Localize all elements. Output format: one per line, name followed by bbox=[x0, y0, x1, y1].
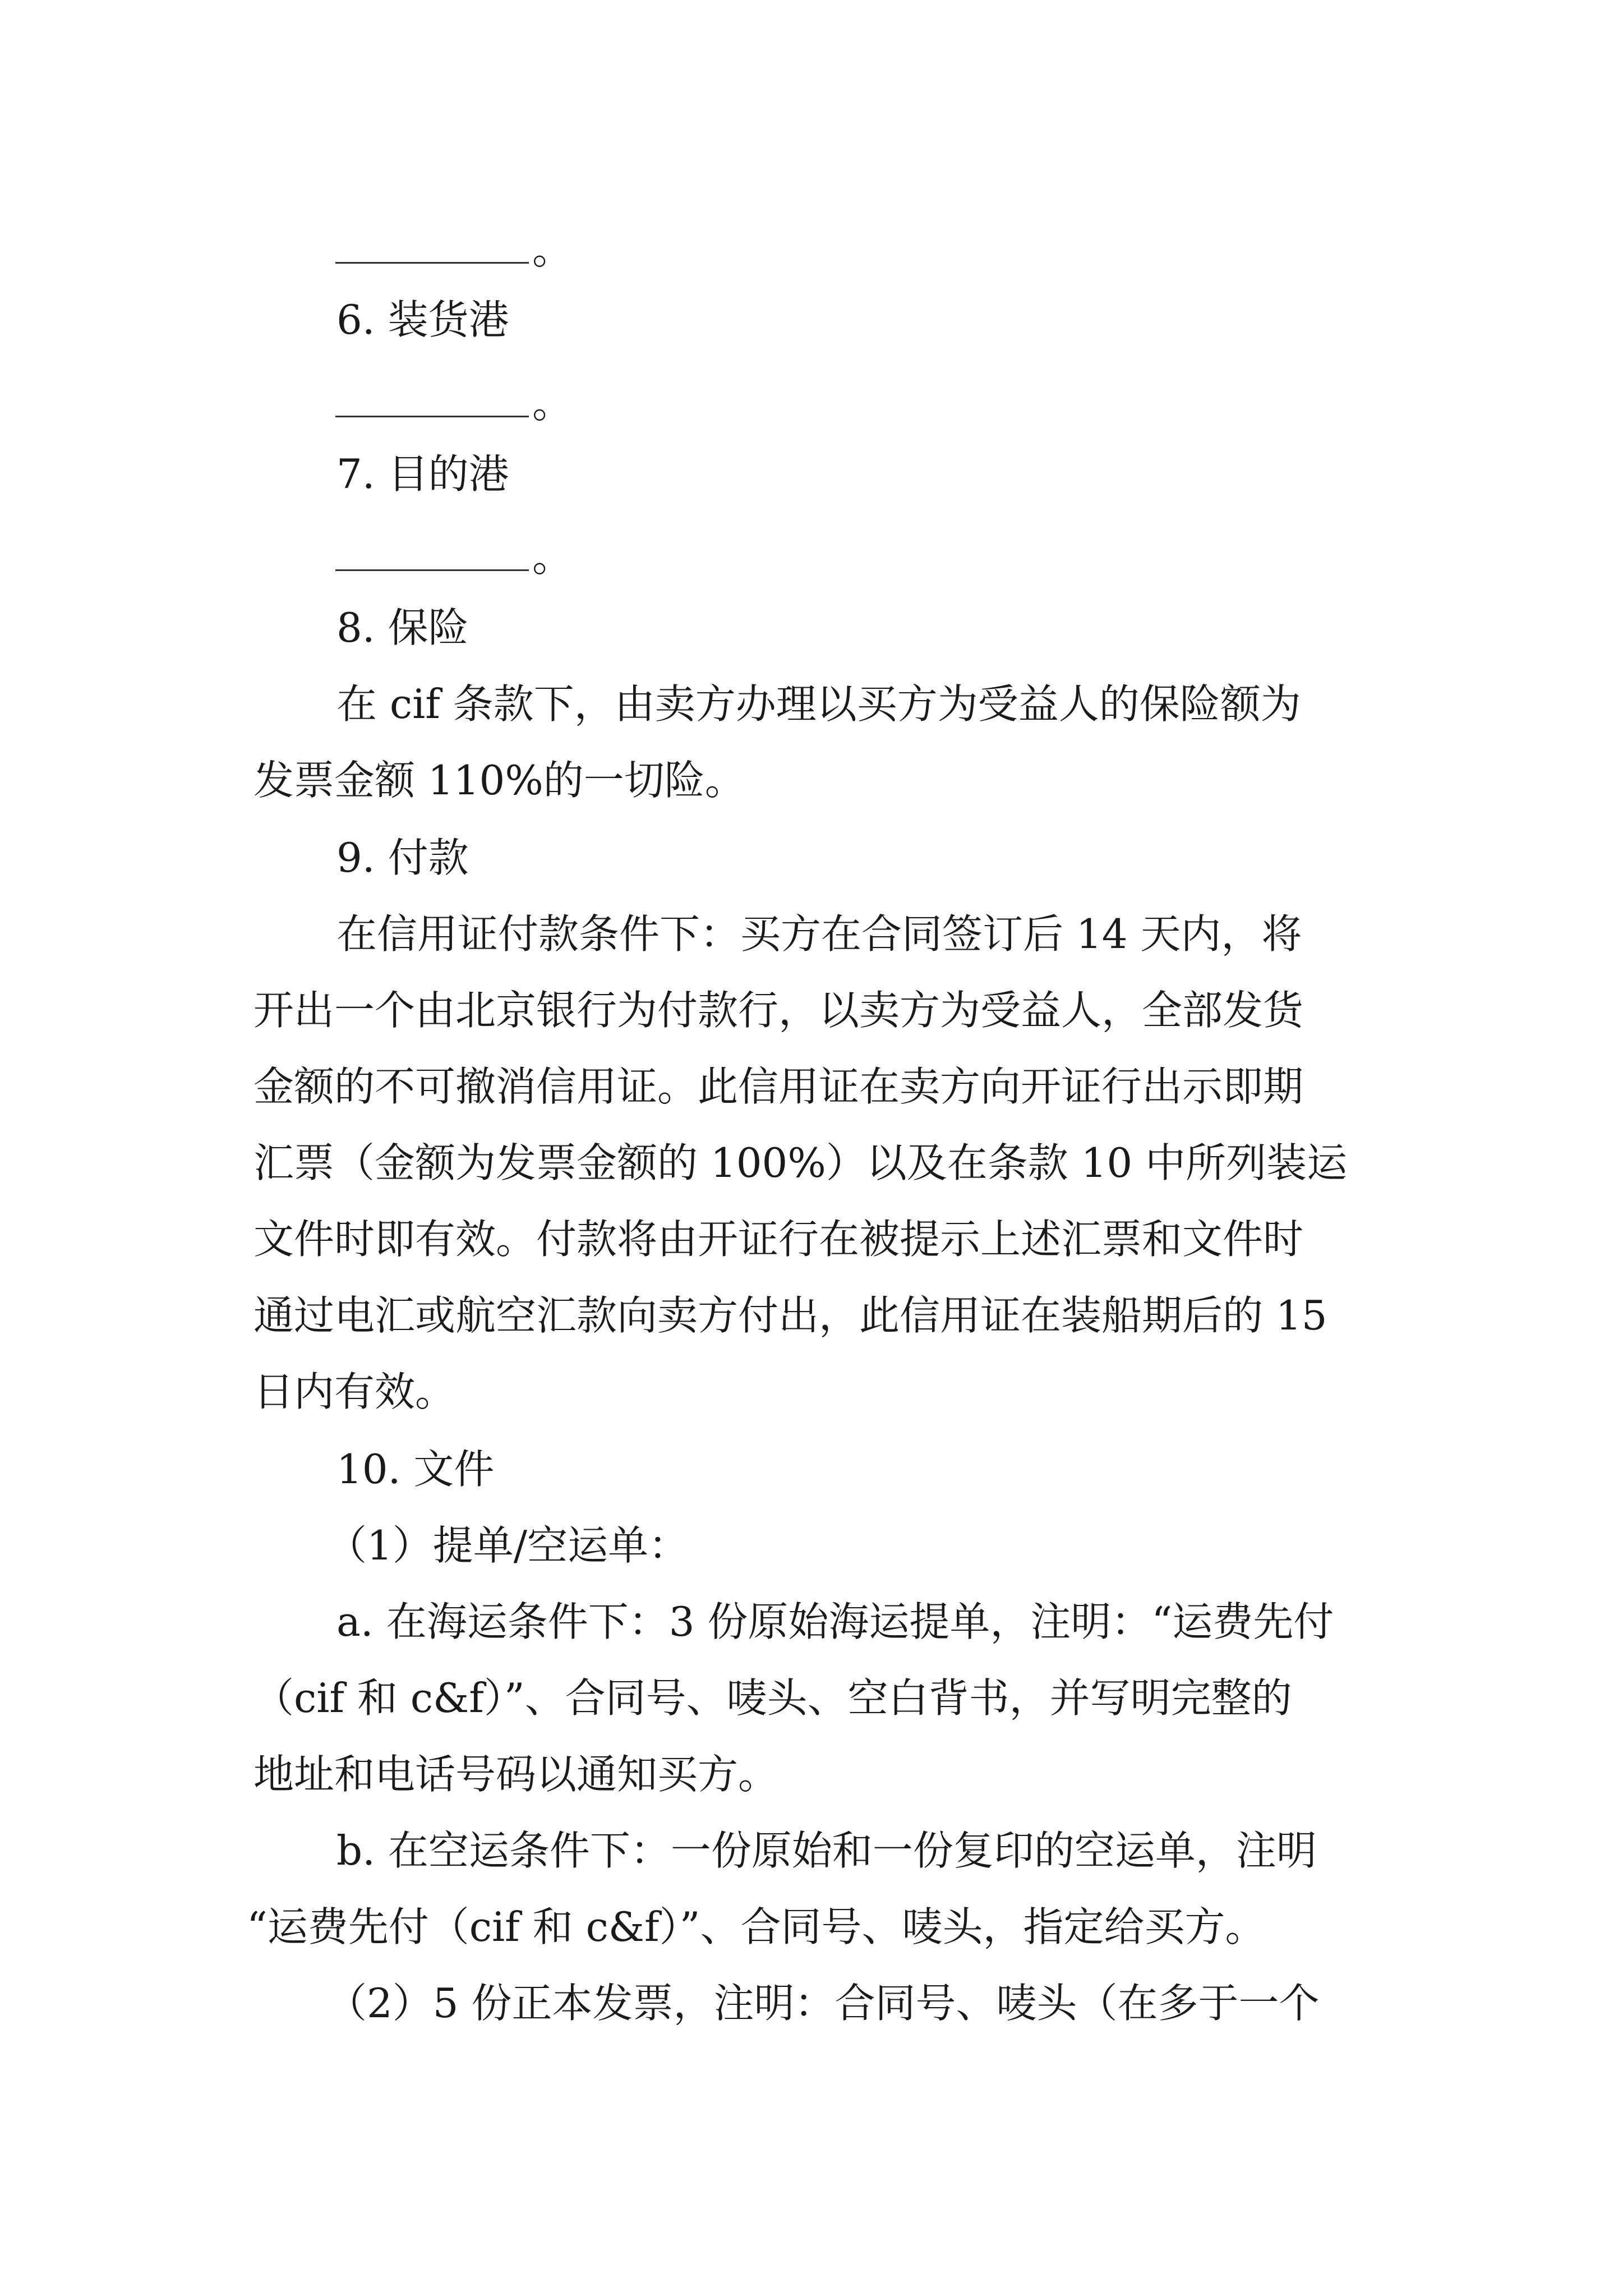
paragraph-line: 汇票（金额为发票金额的 100%）以及在条款 10 中所列装运 bbox=[253, 1139, 1348, 1186]
blank-field-line bbox=[335, 378, 1463, 429]
paragraph-line: 日内有效。 bbox=[253, 1368, 456, 1415]
paragraph-line: 发票金额 110%的一切险。 bbox=[253, 757, 745, 804]
paragraph-line: （cif 和 c&f）”、合同号、唛头、空白背书，并写明完整的 bbox=[253, 1674, 1292, 1722]
paragraph-line: 在信用证付款条件下：买方在合同签订后 14 天内，将 bbox=[336, 910, 1302, 958]
blank-field-line bbox=[335, 532, 1463, 582]
subsection-heading: （1）提单/空运单： bbox=[326, 1522, 689, 1569]
paragraph-line: 金额的不可撤消信用证。此信用证在卖方向开证行出示即期 bbox=[253, 1063, 1304, 1110]
blank-field-line bbox=[335, 224, 1463, 275]
paragraph-line: 地址和电话号码以通知买方。 bbox=[253, 1751, 779, 1798]
section-heading-insurance: 8. 保险 bbox=[336, 604, 469, 651]
paragraph-line: （2）5 份正本发票，注明：合同号、唛头（在多于一个 bbox=[326, 1980, 1320, 2027]
paragraph-line: 开出一个由北京银行为付款行，以卖方为受益人，全部发货 bbox=[253, 987, 1304, 1034]
section-heading-destination-port: 7. 目的港 bbox=[336, 450, 509, 498]
section-heading-documents: 10. 文件 bbox=[336, 1446, 495, 1493]
section-heading-loading-port: 6. 装货港 bbox=[336, 296, 509, 343]
paragraph-line: “运费先付（cif 和 c&f）”、合同号、唛头，指定给买方。 bbox=[247, 1903, 1266, 1950]
line-end-period: 。 bbox=[532, 380, 573, 427]
paragraph-line: b. 在空运条件下：一份原始和一份复印的空运单，注明 bbox=[336, 1827, 1317, 1874]
blank-underline bbox=[335, 231, 529, 264]
line-end-period: 。 bbox=[532, 226, 573, 273]
section-heading-payment: 9. 付款 bbox=[336, 834, 469, 881]
paragraph-line: 在 cif 条款下，由卖方办理以买方为受益人的保险额为 bbox=[336, 680, 1301, 728]
blank-underline bbox=[335, 384, 529, 417]
line-end-period: 。 bbox=[532, 533, 573, 581]
paragraph-line: 文件时即有效。付款将由开证行在被提示上述汇票和文件时 bbox=[253, 1216, 1304, 1263]
blank-underline bbox=[335, 538, 529, 571]
paragraph-line: a. 在海运条件下：3 份原始海运提单，注明：“运费先付 bbox=[336, 1598, 1334, 1645]
paragraph-line: 通过电汇或航空汇款向卖方付出，此信用证在装船期后的 15 bbox=[253, 1292, 1327, 1339]
